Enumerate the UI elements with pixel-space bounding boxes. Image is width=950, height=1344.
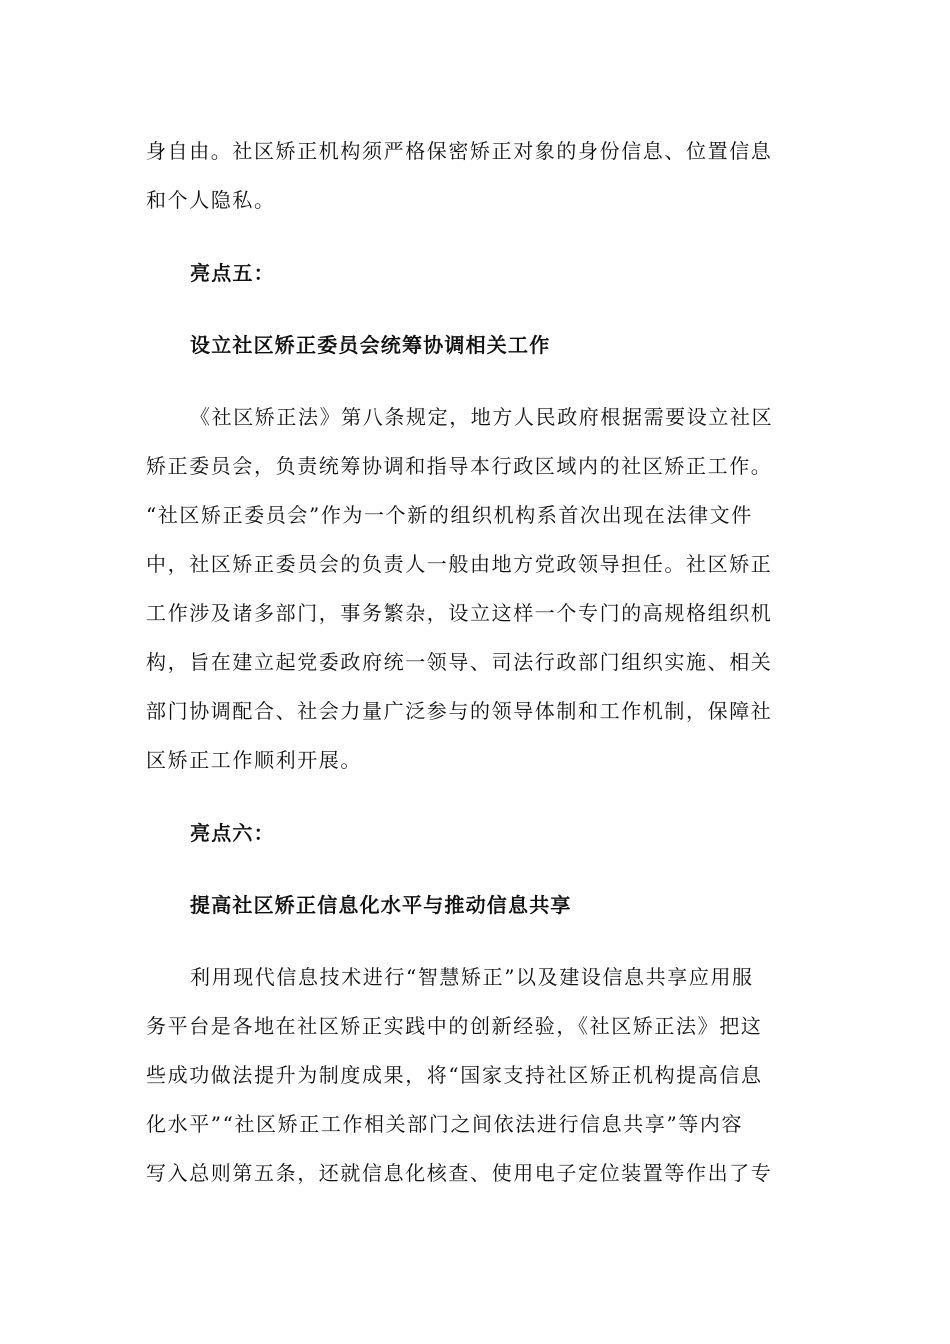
highlight-six-title: 提高社区矫正信息化水平与推动信息共享 <box>190 893 572 917</box>
paragraph-line: 工作涉及诸多部门，事务繁杂，设立这样一个专门的高规格组织机 <box>146 601 773 625</box>
paragraph-line: 中，社区矫正委员会的负责人一般由地方党政领导担任。社区矫正 <box>146 552 773 576</box>
paragraph-line: 些成功做法提升为制度成果，将“国家支持社区矫正机构提高信息 <box>146 1063 763 1087</box>
paragraph-line: 写入总则第五条，还就信息化核查、使用电子定位装置等作出了专 <box>146 1161 773 1185</box>
paragraph-line: 构，旨在建立起党委政府统一领导、司法行政部门组织实施、相关 <box>146 650 773 674</box>
paragraph-line: 部门协调配合、社会力量广泛参与的领导体制和工作机制，保障社 <box>146 699 773 723</box>
highlight-five-label: 亮点五： <box>190 261 275 285</box>
paragraph-line: 和个人隐私。 <box>146 188 276 212</box>
paragraph-line: 《社区矫正法》第八条规定，地方人民政府根据需要设立社区 <box>190 405 774 429</box>
paragraph-line: 矫正委员会，负责统筹协调和指导本行政区域内的社区矫正工作。 <box>146 454 773 478</box>
paragraph-line: 利用现代信息技术进行“智慧矫正”以及建设信息共享应用服 <box>190 965 754 989</box>
paragraph-line: 化水平”“社区矫正工作相关部门之间依法进行信息共享”等内容 <box>146 1112 744 1136</box>
paragraph-line: 区矫正工作顺利开展。 <box>146 748 362 772</box>
highlight-six-label: 亮点六： <box>190 821 275 845</box>
paragraph-line: 身自由。社区矫正机构须严格保密矫正对象的身份信息、位置信息 <box>146 139 773 163</box>
paragraph-line: 务平台是各地在社区矫正实践中的创新经验，《社区矫正法》把这 <box>146 1014 763 1038</box>
highlight-five-title: 设立社区矫正委员会统筹协调相关工作 <box>190 333 551 357</box>
paragraph-line: “社区矫正委员会”作为一个新的组织机构系首次出现在法律文件 <box>146 503 753 527</box>
